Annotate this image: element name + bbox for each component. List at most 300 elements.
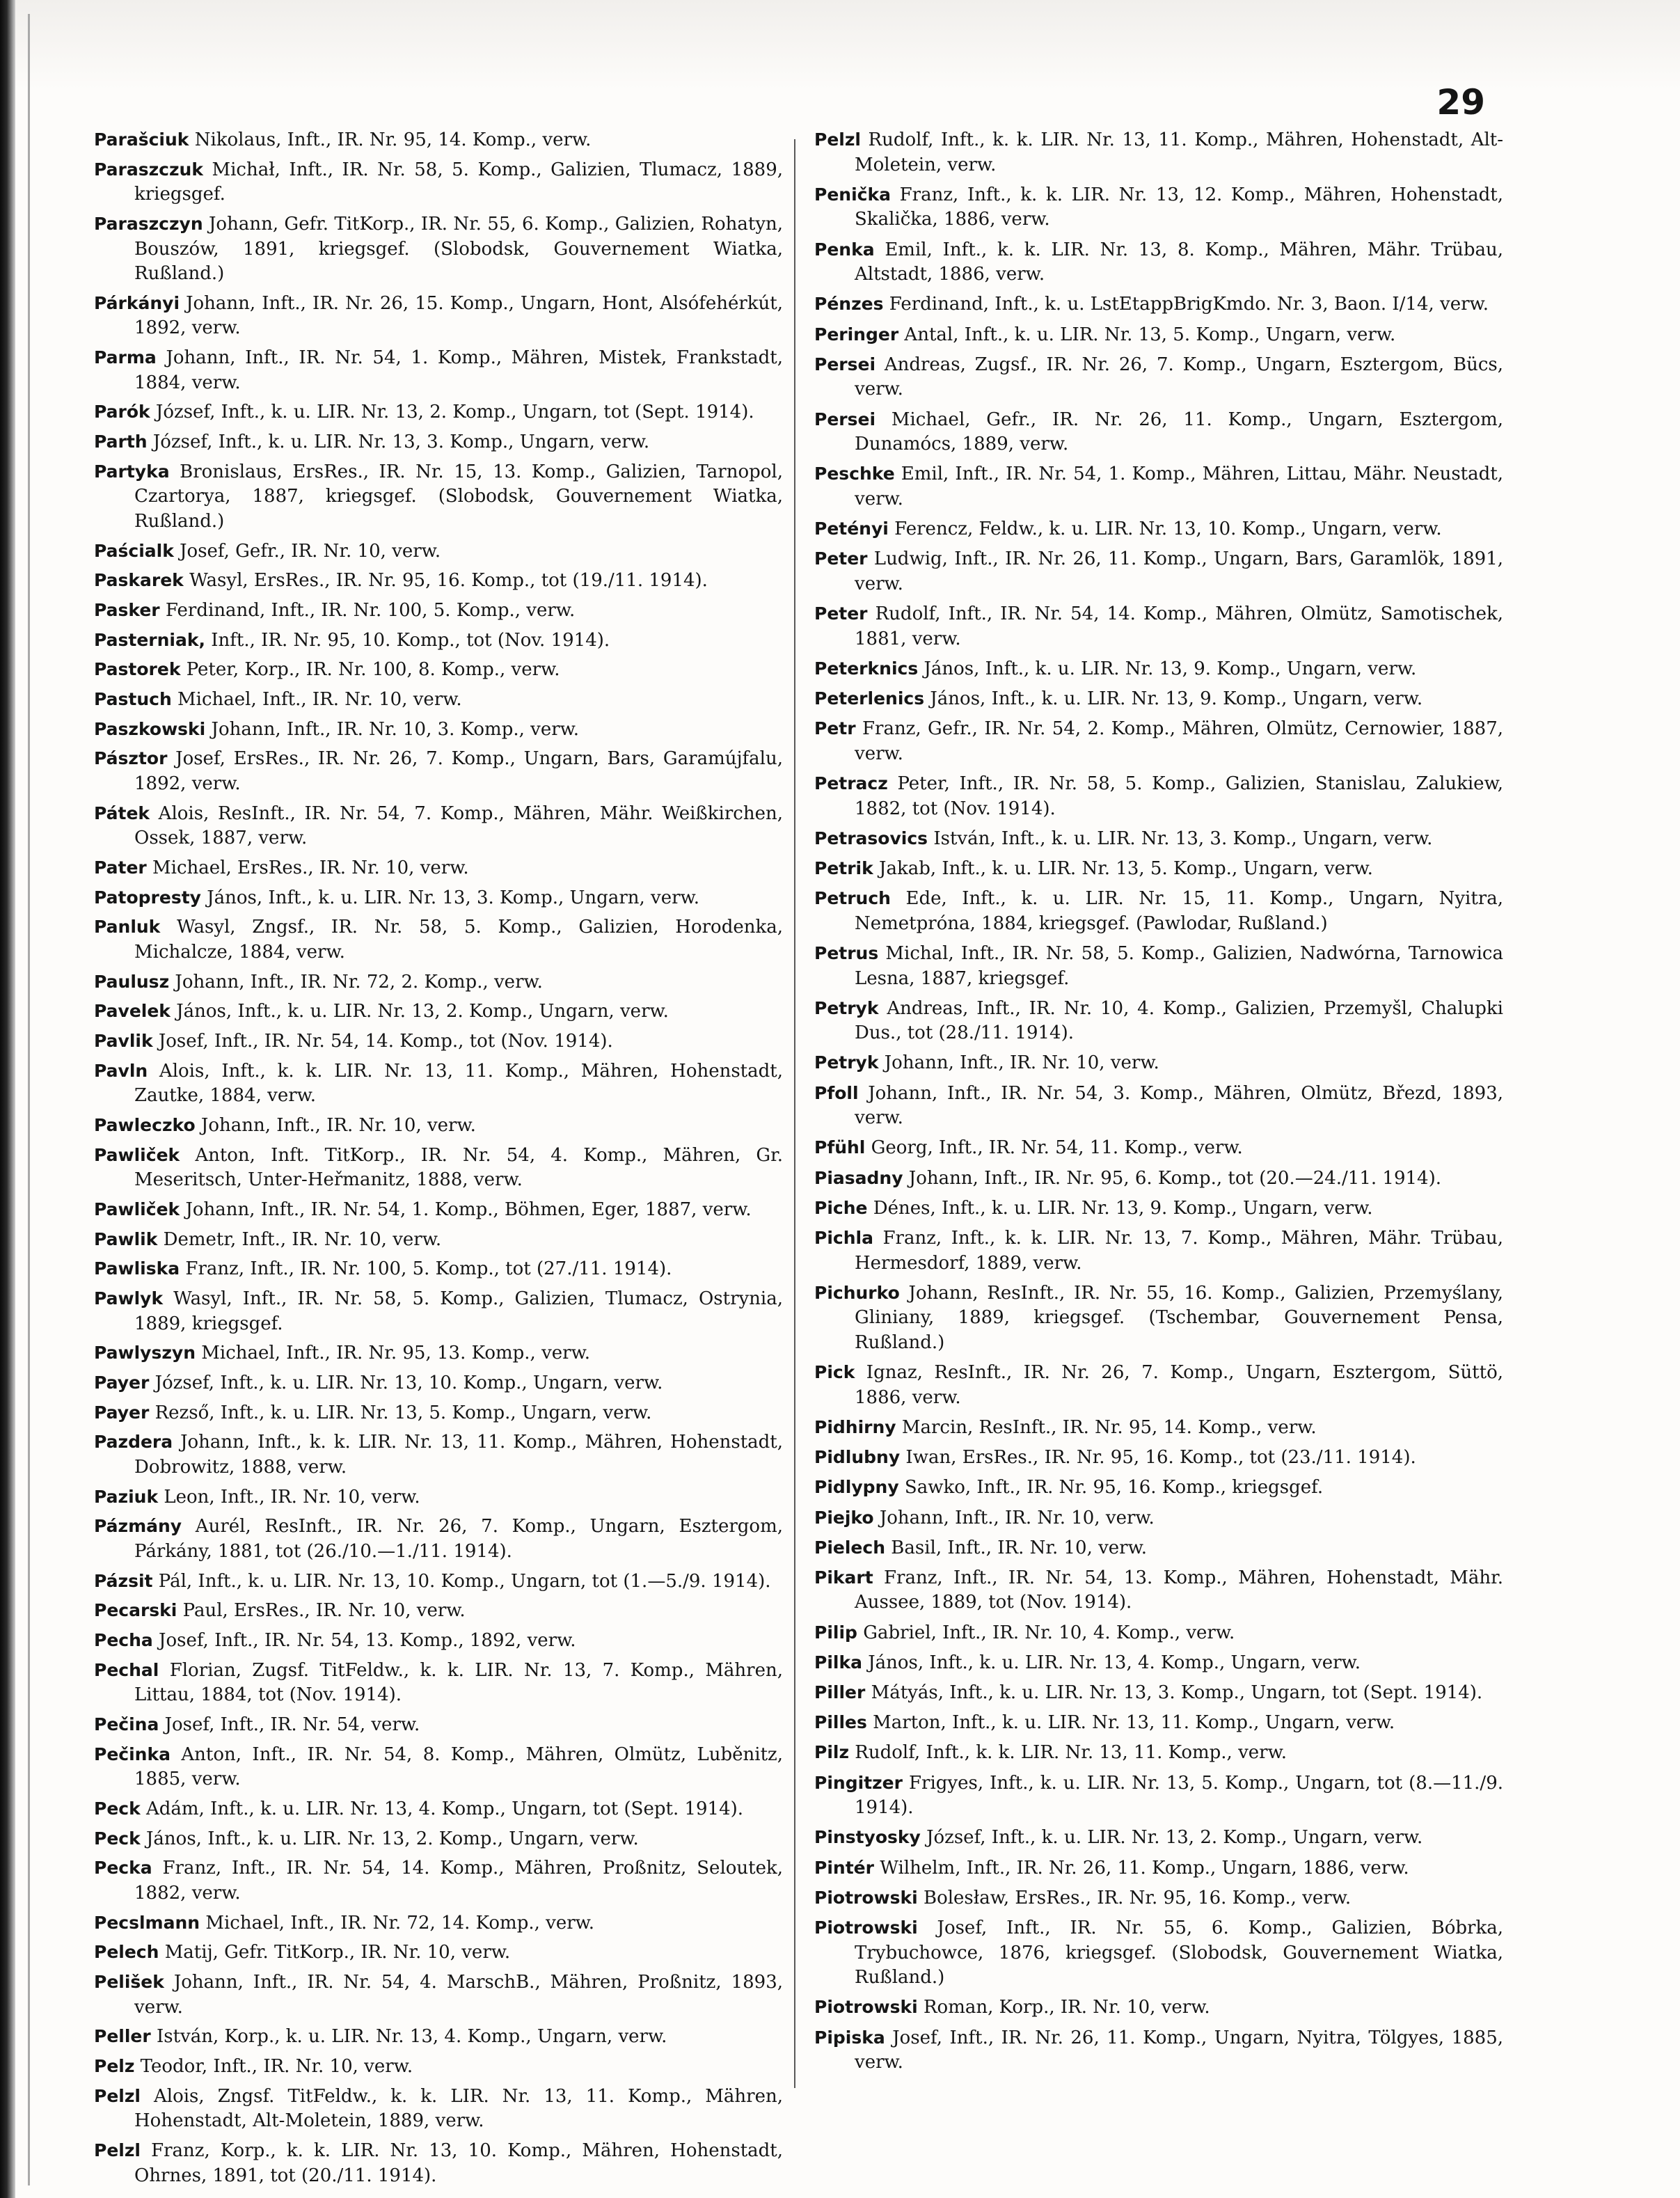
entry-surname: Petrasovics: [814, 828, 928, 848]
entry-surname: Peter: [814, 603, 868, 624]
entry-details: József, Inft., k. u. LIR. Nr. 13, 3. Komp., Ungarn, verw.: [152, 432, 650, 453]
entry-surname: Pelech: [94, 1942, 159, 1963]
casualty-entry: [94, 1940, 783, 1966]
casualty-entry: [94, 687, 783, 713]
entry-surname: Pecarski: [94, 1600, 177, 1621]
casualty-entry: [814, 941, 1503, 991]
entry-surname: Pecslmann: [94, 1912, 200, 1933]
entry-surname: Pikart: [814, 1567, 873, 1588]
entry-surname: Pater: [94, 857, 147, 878]
casualty-entry: [814, 856, 1503, 882]
entry-details: Anton, Inft. TitKorp., IR. Nr. 54, 4. Komp., Mähren, Gr. Meseritsch, Unter-Heřmanitz, 1888, verw.: [134, 1144, 783, 1191]
entry-details: Johann, Inft., IR. Nr. 10, verw.: [879, 1507, 1155, 1528]
entry-details: Michal, Inft., IR. Nr. 58, 5. Komp., Galizien, Nadwórna, Tarnowica Lesna, 1887, kriegsgef.: [855, 942, 1503, 989]
entry-surname: Pénzes: [814, 294, 884, 315]
entry-details: Josef, ErsRes., IR. Nr. 26, 7. Komp., Ungarn, Bars, Garamújfalu, 1892, verw.: [134, 748, 783, 795]
entry-details: Johann, Inft., IR. Nr. 72, 2. Komp., verw.: [175, 971, 543, 993]
entry-surname: Pichla: [814, 1228, 873, 1248]
entry-details: Demetr, Inft., IR. Nr. 10, verw.: [163, 1228, 442, 1250]
entry-surname: Paraszczuk: [94, 159, 203, 180]
entry-details: Wasyl, Inft., IR. Nr. 58, 5. Komp., Galizien, Tlumacz, Ostrynia, 1889, kriegsgef.: [134, 1288, 784, 1334]
entry-details: János, Inft., k. u. LIR. Nr. 13, 2. Komp., Ungarn, verw.: [176, 1001, 669, 1022]
entry-details: Roman, Korp., IR. Nr. 10, verw.: [923, 1997, 1210, 2018]
entry-surname: Pecka: [94, 1858, 152, 1879]
entry-details: Wasyl, ErsRes., IR. Nr. 95, 16. Komp., tot (19./11. 1914).: [189, 570, 708, 592]
entry-details: Dénes, Inft., k. u. LIR. Nr. 13, 9. Komp., Ungarn, verw.: [873, 1197, 1373, 1219]
entry-details: Johann, Inft., IR. Nr. 10, 3. Komp., verw.: [211, 718, 580, 740]
casualty-entry: [94, 1856, 783, 1906]
entry-surname: Petruch: [814, 888, 891, 909]
entry-surname: Pintér: [814, 1857, 874, 1878]
entry-surname: Pawleczko: [94, 1115, 196, 1136]
entry-details: Georg, Inft., IR. Nr. 54, 11. Komp., verw.: [871, 1137, 1243, 1159]
entry-details: Teodor, Inft., IR. Nr. 10, verw.: [140, 2055, 413, 2077]
entry-details: Emil, Inft., IR. Nr. 54, 1. Komp., Mähren, Littau, Mähr. Neustadt, verw.: [855, 464, 1503, 509]
entry-surname: Piotrowski: [814, 1997, 918, 2018]
casualty-entry: [94, 598, 783, 624]
casualty-entry: [814, 656, 1503, 682]
entry-details: Anton, Inft., IR. Nr. 54, 8. Komp., Mähren, Olmütz, Luběnitz, 1885, verw.: [134, 1744, 784, 1790]
entry-surname: Panluk: [94, 917, 161, 938]
entry-details: Alois, Inft., k. k. LIR. Nr. 13, 11. Komp., Mähren, Hohenstadt, Zautke, 1884, verw.: [134, 1060, 783, 1107]
entry-surname: Petrus: [814, 942, 879, 963]
casualty-entry: [814, 1475, 1503, 1501]
entry-surname: Pecha: [94, 1630, 153, 1651]
entry-surname: Petrik: [814, 857, 873, 878]
entry-surname: Pichurko: [814, 1282, 900, 1303]
casualty-entry: [814, 771, 1503, 821]
entry-surname: Paszkowski: [94, 718, 206, 739]
entry-details: Franz, Gefr., IR. Nr. 54, 2. Komp., Mähren, Olmütz, Cernowier, 1887, verw.: [855, 718, 1504, 764]
entry-surname: Paskarek: [94, 570, 184, 591]
entry-details: Aurél, ResInft., IR. Nr. 26, 7. Komp., Ungarn, Esztergom, Párkány, 1881, tot (26./10.—1./11. 1914).: [134, 1516, 783, 1562]
casualty-entry: [814, 1535, 1503, 1561]
entry-details: Alois, Zngsf. TitFeldw., k. k. LIR. Nr. 13, 11. Komp., Mähren, Hohenstadt, Alt-Moletein, 1889, verw.: [134, 2085, 783, 2132]
entry-surname: Parth: [94, 432, 148, 452]
casualty-entry: [94, 885, 783, 911]
casualty-entry: [814, 546, 1503, 596]
casualty-entry: [814, 292, 1503, 317]
entry-details: Rezső, Inft., k. u. LIR. Nr. 13, 5. Komp., Ungarn, verw.: [154, 1402, 652, 1423]
entry-surname: Piller: [814, 1682, 866, 1703]
casualty-entry: [94, 801, 783, 851]
casualty-entry: [814, 826, 1503, 852]
casualty-entry: [94, 1113, 783, 1139]
entry-surname: Pelz: [94, 2055, 135, 2076]
casualty-entry: [94, 1911, 783, 1936]
entry-surname: Pázmány: [94, 1516, 182, 1537]
entry-details: Bronislaus, ErsRes., IR. Nr. 15, 13. Komp., Galizien, Tarnopol, Czartorya, 1887, kriegsgef. (Slobodsk, Gouvernement Wiatka, Rußland.): [134, 461, 784, 532]
entry-surname: Persei: [814, 354, 876, 374]
margin-rule: [28, 14, 30, 2185]
entry-details: Leon, Inft., IR. Nr. 10, verw.: [164, 1486, 420, 1508]
top-margin: [15, 0, 1680, 90]
entry-details: Josef, Inft., IR. Nr. 54, verw.: [164, 1714, 420, 1735]
entry-surname: Penička: [814, 184, 891, 205]
entry-details: Marton, Inft., k. u. LIR. Nr. 13, 11. Komp., Ungarn, verw.: [873, 1712, 1395, 1734]
casualty-entry: [94, 1598, 783, 1624]
entry-details: Franz, Inft., IR. Nr. 100, 5. Komp., tot (27./11. 1914).: [185, 1258, 672, 1280]
entry-details: Ferdinand, Inft., IR. Nr. 100, 5. Komp., verw.: [165, 600, 576, 622]
entry-surname: Pelzl: [94, 2085, 141, 2106]
casualty-entry: [94, 345, 783, 395]
entry-surname: Pawlik: [94, 1228, 158, 1249]
casualty-entry: [814, 686, 1503, 712]
casualty-entry: [94, 1796, 783, 1822]
casualty-entry: [94, 459, 783, 535]
entry-details: Michael, Inft., IR. Nr. 72, 14. Komp., verw.: [205, 1912, 595, 1934]
entry-surname: Pawliska: [94, 1258, 180, 1279]
entry-details: Pál, Inft., k. u. LIR. Nr. 13, 10. Komp., Ungarn, tot (1.—5./9. 1914).: [158, 1570, 771, 1592]
entry-surname: Pawliček: [94, 1199, 180, 1219]
casualty-entry: [94, 2084, 783, 2134]
casualty-entry: [814, 352, 1503, 402]
casualty-entry: [814, 1226, 1503, 1276]
entry-details: József, Inft., k. u. LIR. Nr. 13, 2. Komp., Ungarn, tot (Sept. 1914).: [155, 402, 754, 423]
entry-surname: Petr: [814, 718, 856, 739]
casualty-entry: [94, 1197, 783, 1223]
entry-surname: Peringer: [814, 324, 899, 345]
casualty-entry: [94, 999, 783, 1025]
entry-surname: Pazdera: [94, 1432, 173, 1453]
entry-details: Johann, Inft., IR. Nr. 10, verw.: [884, 1052, 1159, 1074]
page-number: 29: [1436, 82, 1485, 122]
casualty-entry: [94, 970, 783, 995]
casualty-entry: [94, 1628, 783, 1654]
entry-surname: Pielech: [814, 1537, 885, 1558]
entry-details: Josef, Gefr., IR. Nr. 10, verw.: [180, 540, 441, 562]
casualty-entry: [94, 2054, 783, 2080]
casualty-entry: [94, 2138, 783, 2188]
casualty-entry: [94, 157, 783, 207]
left-column: [94, 127, 783, 2192]
casualty-entry: [94, 1514, 783, 1564]
entry-surname: Pečina: [94, 1714, 159, 1734]
entry-surname: Patopresty: [94, 887, 201, 908]
entry-details: Antal, Inft., k. u. LIR. Nr. 13, 5. Komp., Ungarn, verw.: [904, 324, 1396, 345]
casualty-entry: [94, 1400, 783, 1426]
entry-details: Peter, Inft., IR. Nr. 58, 5. Komp., Galizien, Stanislau, Zalukiew, 1882, tot (Nov. 1914).: [855, 773, 1504, 819]
casualty-entry: [814, 237, 1503, 287]
entry-surname: Payer: [94, 1402, 150, 1423]
entry-surname: Paraszczyn: [94, 213, 203, 234]
entry-details: Franz, Inft., k. k. LIR. Nr. 13, 7. Komp., Mähren, Mähr. Trübau, Hermesdorf, 1889, verw.: [855, 1228, 1504, 1274]
entry-surname: Pavln: [94, 1060, 148, 1081]
entry-details: Ignaz, ResInft., IR. Nr. 26, 7. Komp., Ungarn, Esztergom, Süttö, 1886, verw.: [855, 1362, 1503, 1408]
casualty-entry: [94, 1341, 783, 1366]
entry-surname: Payer: [94, 1373, 150, 1393]
casualty-entry: [94, 2024, 783, 2050]
casualty-entry: [814, 1565, 1503, 1615]
entry-details: János, Inft., k. u. LIR. Nr. 13, 9. Komp., Ungarn, verw.: [924, 658, 1417, 679]
casualty-entry: [814, 886, 1503, 936]
entry-surname: Petényi: [814, 519, 889, 539]
casualty-entry: [814, 1620, 1503, 1646]
entry-details: Ludwig, Inft., IR. Nr. 26, 11. Komp., Ungarn, Bars, Garamlök, 1891, verw.: [855, 548, 1504, 594]
entry-surname: Peck: [94, 1828, 141, 1849]
entry-details: Bolesław, ErsRes., IR. Nr. 95, 16. Komp., verw.: [923, 1887, 1352, 1908]
entry-surname: Pastuch: [94, 689, 172, 710]
casualty-entry: [94, 1029, 783, 1054]
entry-surname: Pingitzer: [814, 1772, 903, 1793]
entry-surname: Petryk: [814, 997, 879, 1018]
casualty-entry: [814, 1856, 1503, 1881]
casualty-entry: [814, 1050, 1503, 1076]
entry-surname: Pečinka: [94, 1744, 171, 1764]
entry-surname: Parók: [94, 402, 150, 422]
entry-surname: Parašciuk: [94, 129, 189, 150]
entry-surname: Piasadny: [814, 1167, 903, 1188]
entry-surname: Pfühl: [814, 1137, 866, 1158]
casualty-entry: [814, 1415, 1503, 1441]
casualty-entry: [94, 1256, 783, 1282]
entry-details: Sawko, Inft., IR. Nr. 95, 16. Komp., kriegsgef.: [904, 1477, 1324, 1499]
entry-details: Johann, Inft., k. k. LIR. Nr. 13, 11. Komp., Mähren, Hohenstadt, Dobrowitz, 1888, verw.: [134, 1432, 784, 1478]
casualty-entry: [94, 1742, 783, 1792]
casualty-entry: [814, 1166, 1503, 1192]
casualty-entry: [814, 1505, 1503, 1531]
entry-surname: Párkányi: [94, 292, 180, 313]
entry-surname: Pidhirny: [814, 1416, 896, 1437]
entry-details: István, Inft., k. u. LIR. Nr. 13, 3. Komp., Ungarn, verw.: [933, 828, 1433, 849]
casualty-entry: [94, 1370, 783, 1396]
entry-details: Johann, Inft., IR. Nr. 95, 6. Komp., tot (20.—24./11. 1914).: [908, 1167, 1441, 1189]
casualty-entry: [814, 1196, 1503, 1221]
casualty-entry: [94, 717, 783, 743]
entry-surname: Paścialk: [94, 540, 174, 561]
casualty-entry: [814, 516, 1503, 542]
casualty-entry: [94, 1059, 783, 1109]
casualty-entry: [94, 127, 783, 153]
entry-details: Franz, Inft., k. k. LIR. Nr. 13, 12. Komp., Mähren, Hohenstadt, Skalička, 1886, verw.: [855, 184, 1503, 230]
entry-surname: Pidlypny: [814, 1477, 899, 1498]
entry-surname: Pasker: [94, 600, 160, 621]
entry-details: Michael, ErsRes., IR. Nr. 10, verw.: [152, 857, 469, 879]
entry-surname: Pásztor: [94, 748, 168, 769]
entry-details: Johann, Inft., IR. Nr. 54, 1. Komp., Böhmen, Eger, 1887, verw.: [185, 1199, 752, 1220]
entry-surname: Peterlenics: [814, 688, 925, 709]
entry-surname: Pick: [814, 1362, 855, 1383]
entry-details: János, Inft., k. u. LIR. Nr. 13, 3. Komp., Ungarn, verw.: [207, 887, 699, 908]
casualty-entry: [94, 568, 783, 594]
entry-details: Michał, Inft., IR. Nr. 58, 5. Komp., Galizien, Tlumacz, 1889, kriegsgef.: [134, 159, 783, 205]
entry-surname: Paziuk: [94, 1486, 159, 1507]
casualty-entry: [814, 1081, 1503, 1131]
entry-surname: Partyka: [94, 461, 170, 482]
entry-details: János, Inft., k. u. LIR. Nr. 13, 2. Komp., Ungarn, verw.: [146, 1828, 639, 1849]
entry-details: Josef, Inft., IR. Nr. 54, 14. Komp., tot (Nov. 1914).: [158, 1031, 613, 1052]
entry-surname: Peter: [814, 548, 868, 569]
entry-surname: Piotrowski: [814, 1917, 918, 1938]
entry-surname: Pfoll: [814, 1082, 859, 1103]
entry-details: Paul, ErsRes., IR. Nr. 10, verw.: [182, 1600, 466, 1622]
entry-surname: Pipiska: [814, 2027, 885, 2048]
entry-surname: Piotrowski: [814, 1887, 918, 1908]
casualty-entry: [94, 1826, 783, 1852]
entry-details: Mátyás, Inft., k. u. LIR. Nr. 13, 3. Komp., Ungarn, tot (Sept. 1914).: [871, 1682, 1483, 1704]
entry-surname: Pelišek: [94, 1972, 164, 1992]
casualty-entry: [814, 1771, 1503, 1821]
entry-details: Franz, Inft., IR. Nr. 54, 13. Komp., Mähren, Hohenstadt, Mähr. Aussee, 1889, tot (Nov. 1914).: [855, 1567, 1504, 1613]
entry-details: Wilhelm, Inft., IR. Nr. 26, 11. Komp., Ungarn, 1886, verw.: [880, 1857, 1409, 1879]
entry-surname: Persei: [814, 409, 876, 429]
casualty-entry: [94, 212, 783, 287]
entry-surname: Peterknics: [814, 658, 919, 679]
entry-surname: Pázsit: [94, 1570, 153, 1591]
casualty-entry: [94, 855, 783, 881]
entry-details: Florian, Zugsf. TitFeldw., k. k. LIR. Nr. 13, 7. Komp., Mähren, Littau, 1884, tot (Nov. 1914).: [134, 1659, 784, 1706]
casualty-entry: [814, 1680, 1503, 1706]
entry-surname: Piejko: [814, 1507, 874, 1528]
casualty-entry: [814, 127, 1503, 177]
entry-details: Iwan, ErsRes., IR. Nr. 95, 16. Komp., tot (23./11. 1914).: [905, 1447, 1416, 1469]
casualty-entry: [94, 1712, 783, 1738]
entry-details: Franz, Inft., IR. Nr. 54, 14. Komp., Mähren, Proßnitz, Seloutek, 1882, verw.: [134, 1858, 784, 1904]
entry-details: Josef, Inft., IR. Nr. 54, 13. Komp., 1892, verw.: [159, 1630, 576, 1652]
casualty-entry: [814, 1915, 1503, 1991]
entry-details: Johann, Gefr. TitKorp., IR. Nr. 55, 6. Komp., Galizien, Rohatyn, Bouszów, 1891, kriegsgef. (Slobodsk, Gouvernement Wiatka, Rußland.): [134, 213, 784, 285]
entry-surname: Parma: [94, 347, 157, 368]
entry-surname: Pawliček: [94, 1144, 180, 1165]
entry-details: Johann, Inft., IR. Nr. 54, 1. Komp., Mähren, Mistek, Frankstadt, 1884, verw.: [134, 347, 783, 393]
casualty-entry: [814, 1995, 1503, 2021]
casualty-entry: [94, 1143, 783, 1193]
entry-details: József, Inft., k. u. LIR. Nr. 13, 2. Komp., Ungarn, verw.: [926, 1827, 1423, 1849]
entry-surname: Penka: [814, 239, 875, 260]
entry-details: Michael, Inft., IR. Nr. 95, 13. Komp., verw.: [201, 1343, 591, 1364]
entry-surname: Piche: [814, 1197, 868, 1218]
casualty-entry: [814, 1445, 1503, 1471]
casualty-entry: [94, 291, 783, 341]
casualty-entry: [814, 1135, 1503, 1161]
column-divider: [794, 139, 795, 2088]
casualty-entry: [814, 2025, 1503, 2076]
entry-details: Ede, Inft., k. u. LIR. Nr. 15, 11. Komp., Ungarn, Nyitra, Nemetpróna, 1884, kriegsgef. (Pawlodar, Rußland.): [855, 888, 1503, 934]
casualty-entry: [94, 400, 783, 425]
entry-surname: Pilip: [814, 1622, 857, 1643]
entry-details: Rudolf, Inft., k. k. LIR. Nr. 13, 11. Komp., Mähren, Hohenstadt, Alt-Moletein, verw.: [855, 129, 1503, 175]
entry-surname: Paulusz: [94, 971, 170, 992]
casualty-entry: [814, 1281, 1503, 1356]
entry-surname: Petracz: [814, 773, 888, 793]
casualty-entry: [814, 1710, 1503, 1736]
entry-surname: Pawlyk: [94, 1288, 164, 1309]
casualty-entry: [814, 716, 1503, 766]
entry-details: Michael, Inft., IR. Nr. 10, verw.: [177, 689, 462, 711]
entry-surname: Pinstyosky: [814, 1827, 921, 1848]
entry-details: Wasyl, Zngsf., IR. Nr. 58, 5. Komp., Galizien, Horodenka, Michalcze, 1884, verw.: [134, 917, 783, 963]
entry-details: Marcin, ResInft., IR. Nr. 95, 14. Komp., verw.: [901, 1416, 1317, 1438]
casualty-entry: [814, 1740, 1503, 1766]
casualty-entry: [94, 539, 783, 564]
casualty-entry: [814, 601, 1503, 651]
entry-surname: Pavlik: [94, 1031, 153, 1052]
entry-details: Inft., IR. Nr. 95, 10. Komp., tot (Nov. 1914).: [211, 629, 610, 651]
right-column: [814, 127, 1503, 2080]
casualty-entry: [814, 407, 1503, 457]
entry-details: Rudolf, Inft., k. k. LIR. Nr. 13, 11. Komp., verw.: [855, 1742, 1287, 1764]
entry-details: Andreas, Zugsf., IR. Nr. 26, 7. Komp., Ungarn, Esztergom, Bücs, verw.: [855, 354, 1503, 400]
entry-surname: Pastorek: [94, 659, 181, 680]
casualty-entry: [94, 1227, 783, 1253]
entry-surname: Pilka: [814, 1652, 862, 1673]
entry-surname: Pátek: [94, 802, 150, 823]
entry-surname: Pavelek: [94, 1001, 171, 1022]
casualty-entry: [814, 182, 1503, 232]
casualty-entry: [94, 657, 783, 683]
entry-surname: Peck: [94, 1798, 141, 1819]
entry-surname: Pelzl: [814, 129, 861, 150]
casualty-entry: [94, 1286, 783, 1336]
casualty-entry: [94, 429, 783, 455]
entry-details: János, Inft., k. u. LIR. Nr. 13, 9. Komp., Ungarn, verw.: [930, 688, 1423, 709]
casualty-entry: [814, 1360, 1503, 1410]
casualty-entry: [814, 322, 1503, 348]
casualty-entry: [94, 1970, 783, 2020]
entry-details: Franz, Korp., k. k. LIR. Nr. 13, 10. Komp., Mähren, Hohenstadt, Ohrnes, 1891, tot (20./11. 1914).: [134, 2140, 784, 2186]
entry-details: József, Inft., k. u. LIR. Nr. 13, 10. Komp., Ungarn, verw.: [154, 1373, 663, 1394]
casualty-entry: [94, 1569, 783, 1595]
entry-details: Rudolf, Inft., IR. Nr. 54, 14. Komp., Mähren, Olmütz, Samotischek, 1881, verw.: [855, 603, 1504, 649]
entry-details: Nikolaus, Inft., IR. Nr. 95, 14. Komp., verw.: [194, 129, 592, 150]
entry-surname: Pawlyszyn: [94, 1343, 196, 1363]
casualty-entry: [814, 1825, 1503, 1851]
entry-details: Johann, ResInft., IR. Nr. 55, 16. Komp., Galizien, Przemyślany, Gliniany, 1889, kriegsgef. (Tschembar, Gouvernement Pensa, Rußland.): [855, 1282, 1503, 1353]
entry-details: Ferdinand, Inft., k. u. LstEtappBrigKmdo. Nr. 3, Baon. I/14, verw.: [889, 294, 1489, 315]
entry-surname: Pidlubny: [814, 1447, 901, 1468]
casualty-entry: [94, 1658, 783, 1708]
book-spine-edge: [0, 0, 15, 2198]
entry-surname: Petryk: [814, 1052, 879, 1073]
entry-details: Jakab, Inft., k. u. LIR. Nr. 13, 5. Komp., Ungarn, verw.: [879, 857, 1373, 879]
entry-details: Josef, Inft., IR. Nr. 55, 6. Komp., Galizien, Bóbrka, Trybuchowce, 1876, kriegsgef. (Slobodsk, Gouvernement Wiatka, Rußland.): [855, 1917, 1504, 1989]
entry-surname: Peller: [94, 2026, 151, 2047]
entry-details: János, Inft., k. u. LIR. Nr. 13, 4. Komp., Ungarn, verw.: [868, 1652, 1361, 1673]
entry-details: Andreas, Inft., IR. Nr. 10, 4. Komp., Galizien, Przemyšl, Chalupki Dus., tot (28./11. 1914).: [855, 997, 1503, 1044]
entry-surname: Pelzl: [94, 2140, 141, 2160]
casualty-entry: [814, 1885, 1503, 1911]
entry-details: Alois, ResInft., IR. Nr. 54, 7. Komp., Mähren, Mähr. Weißkirchen, Ossek, 1887, verw.: [134, 802, 783, 849]
casualty-entry: [94, 1485, 783, 1510]
entry-details: Johann, Inft., IR. Nr. 54, 4. MarschB., Mähren, Proßnitz, 1893, verw.: [134, 1972, 783, 2018]
entry-details: Frigyes, Inft., k. u. LIR. Nr. 13, 5. Komp., Ungarn, tot (8.—11./9. 1914).: [855, 1772, 1503, 1819]
casualty-entry: [94, 628, 783, 654]
entry-details: Emil, Inft., k. k. LIR. Nr. 13, 8. Komp., Mähren, Mähr. Trübau, Altstadt, 1886, verw.: [855, 239, 1504, 285]
entry-details: Johann, Inft., IR. Nr. 54, 3. Komp., Mähren, Olmütz, Březd, 1893, verw.: [855, 1082, 1504, 1129]
casualty-entry: [94, 1430, 783, 1480]
entry-surname: Pasterniak,: [94, 629, 205, 650]
casualty-entry: [94, 746, 783, 796]
entry-surname: Pechal: [94, 1659, 159, 1680]
entry-details: Basil, Inft., IR. Nr. 10, verw.: [891, 1537, 1148, 1558]
entry-surname: Peschke: [814, 464, 895, 484]
casualty-entry: [814, 996, 1503, 1046]
entry-details: Johann, Inft., IR. Nr. 26, 15. Komp., Ungarn, Hont, Alsófehérkút, 1892, verw.: [134, 292, 784, 339]
entry-details: Michael, Gefr., IR. Nr. 26, 11. Komp., Ungarn, Esztergom, Dunamócs, 1889, verw.: [855, 409, 1504, 455]
entry-details: Ferencz, Feldw., k. u. LIR. Nr. 13, 10. Komp., Ungarn, verw.: [894, 519, 1442, 540]
entry-details: Adám, Inft., k. u. LIR. Nr. 13, 4. Komp., Ungarn, tot (Sept. 1914).: [146, 1798, 744, 1819]
entry-details: Johann, Inft., IR. Nr. 10, verw.: [200, 1115, 476, 1137]
casualty-entry: [94, 915, 783, 965]
entry-details: Matij, Gefr. TitKorp., IR. Nr. 10, verw.: [164, 1942, 511, 1963]
casualty-entry: [814, 1650, 1503, 1676]
casualty-entry: [814, 461, 1503, 512]
entry-details: Gabriel, Inft., IR. Nr. 10, 4. Komp., verw.: [863, 1622, 1235, 1643]
entry-surname: Pilles: [814, 1712, 867, 1733]
entry-details: István, Korp., k. u. LIR. Nr. 13, 4. Komp., Ungarn, verw.: [156, 2026, 667, 2048]
entry-surname: Pilz: [814, 1742, 850, 1763]
entry-details: Peter, Korp., IR. Nr. 100, 8. Komp., verw.: [186, 659, 560, 681]
